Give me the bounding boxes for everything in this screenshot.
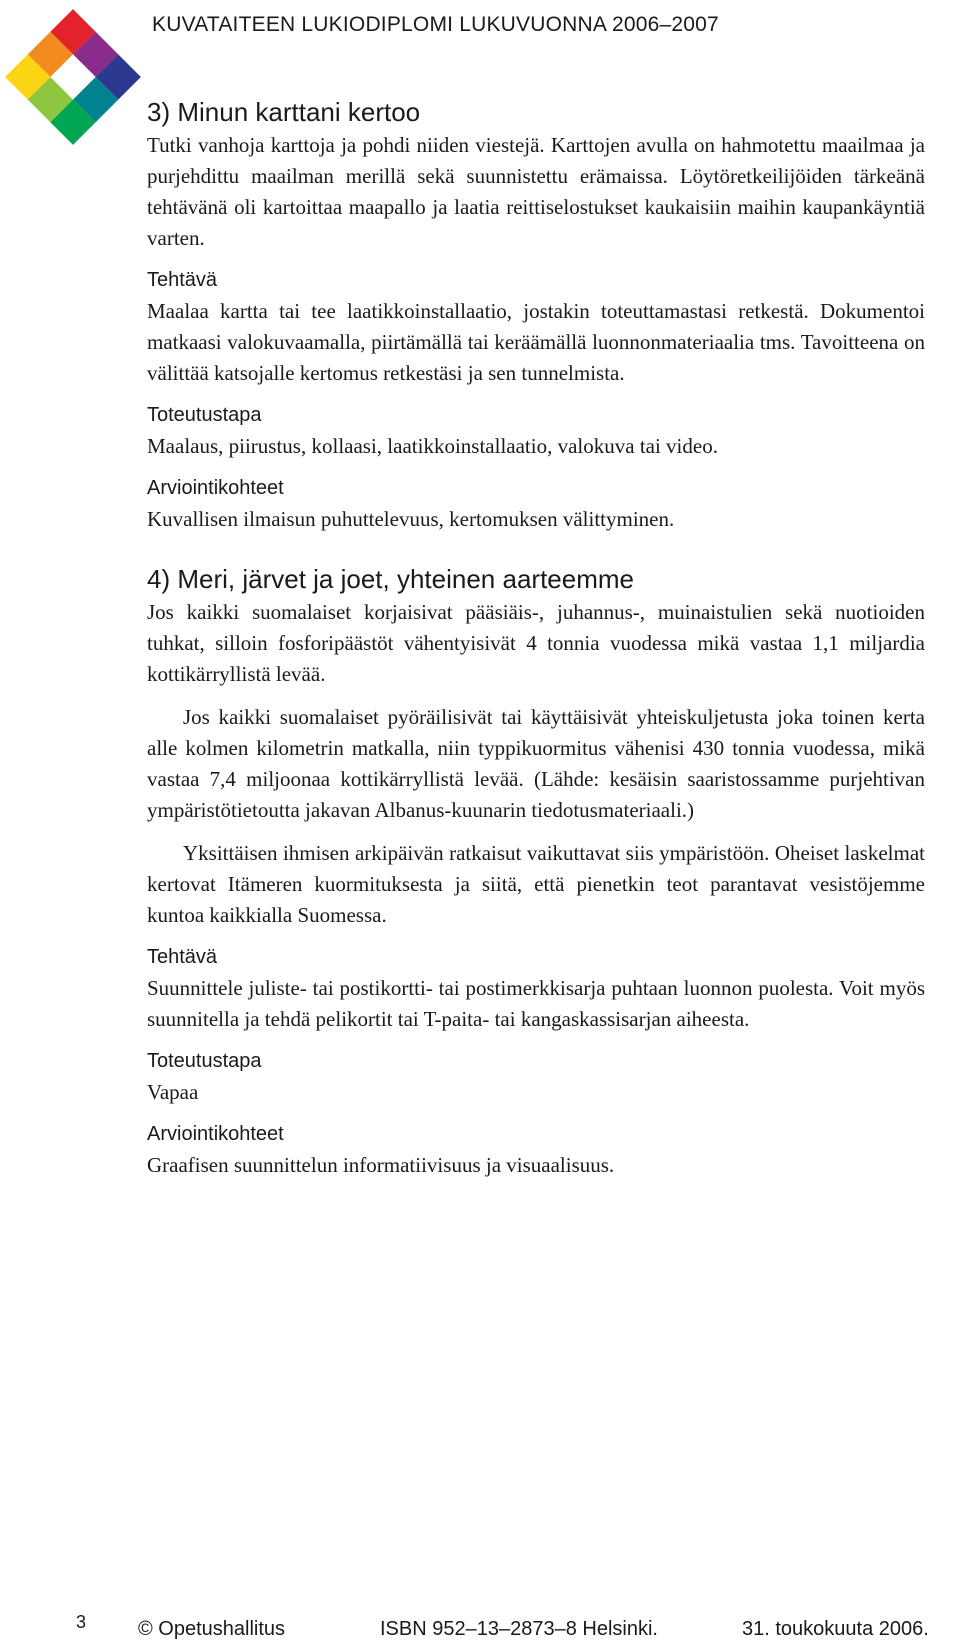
page-number: 3 (76, 1612, 87, 1632)
section4-task: Suunnittele juliste- tai postikortti- tai postimerkkisarja puhtaan luonnon puolesta. Voit myös suunnitella ja tehdä pelikortit tai T-paita- tai kangaskassisarjan aiheesta. (147, 976, 925, 1031)
section3-task-heading: Tehtävä (147, 269, 218, 291)
section4-method-heading: Toteutustapa (147, 1050, 262, 1072)
color-diamond-logo (0, 4, 146, 150)
page-content (147, 96, 925, 1181)
section4-paragraph-1: Jos kaikki suomalaiset korjaisivat pääsiäis-, juhannus-, muinaistulien sekä nuotioiden tuhkat, silloin fosforipäästöt vähentyisivät 4 tonnia vuodessa mikä vastaa 1,1 miljardia kottikärryllistä levää. (147, 600, 925, 686)
section3-method: Maalaus, piirustus, kollaasi, laatikkoinstallaatio, valokuva tai video. (147, 434, 718, 458)
footer-copyright: © Opetushallitus (138, 1618, 286, 1640)
section4-criteria-heading: Arviointikohteet (147, 1123, 284, 1145)
section4-method: Vapaa (147, 1080, 199, 1104)
section3-criteria-heading: Arviointikohteet (147, 477, 284, 499)
section3-criteria: Kuvallisen ilmaisun puhuttelevuus, kertomuksen välittyminen. (147, 507, 675, 531)
section3-task: Maalaa kartta tai tee laatikkoinstallaatio, jostakin toteuttamastasi retkestä. Dokumentoi matkaasi valokuvaamalla, piirtämällä tai keräämällä luonnonmateriaalia tms. Tavoitteena on välittää katsojalle kertomus retkestäsi ja sen tunnelmista. (147, 299, 925, 385)
section4-title: 4) Meri, järvet ja joet, yhteinen aarteemme (147, 564, 634, 594)
footer-isbn: ISBN 952–13–2873–8 Helsinki. (380, 1618, 658, 1640)
section3-method-heading: Toteutustapa (147, 404, 262, 426)
section4-paragraph-2: Jos kaikki suomalaiset pyöräilisivät tai käyttäisivät yhteiskuljetusta joka toinen kerta alle kolmen kilometrin matkalla, niin typpikuormitus vähenisi 430 tonnia vuodessa, mikä vastaa 7,4 miljoonaa kottikärryllistä levää. (Lähde: kesäisin saaristossamme purjehtivan ympäristötietoutta jakavan Albanus-kuunarin tiedotusmateriaali.) (147, 705, 925, 822)
page-footer (0, 1612, 960, 1646)
section3-intro: Tutki vanhoja karttoja ja pohdi niiden viestejä. Karttojen avulla on hahmotettu maailmaa ja purjehdittu maailman merillä sekä suunnistettu erämaissa. Löytöretkeilijöiden tärkeänä tehtävänä oli kartoittaa maapallo ja laatia reittiselostukset kaukaisiin maihin kaupankäyntiä varten. (147, 133, 925, 250)
section4-paragraph-3: Yksittäisen ihmisen arkipäivän ratkaisut vaikuttavat siis ympäristöön. Oheiset laskelmat kertovat Itämeren kuormituksesta ja siitä, että pienetkin teot parantavat vesistöjemme kuntoa kaikkialla Suomessa. (147, 841, 925, 927)
section3-title: 3) Minun karttani kertoo (147, 97, 421, 127)
section4-criteria: Graafisen suunnittelun informatiivisuus ja visuaalisuus. (147, 1153, 615, 1177)
section4-task-heading: Tehtävä (147, 946, 218, 968)
footer-date: 31. toukokuuta 2006. (742, 1618, 929, 1640)
header-title: KUVATAITEEN LUKIODIPLOMI LUKUVUONNA 2006–2007 (152, 13, 719, 36)
